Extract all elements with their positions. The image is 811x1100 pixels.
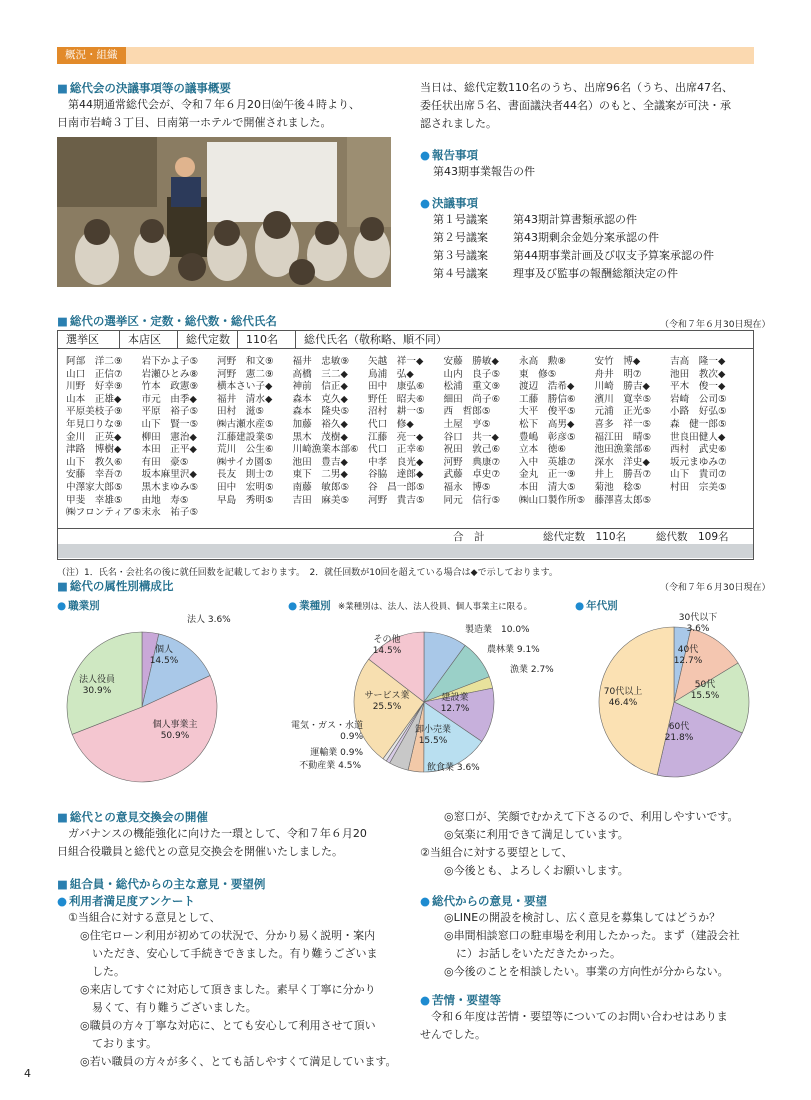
delegate-name: 池田 教次◆: [670, 368, 726, 379]
delegate-name: 代口 修◆: [368, 418, 414, 429]
delegate-name: 矢越 祥一◆: [368, 356, 424, 366]
pie-chart-0: [67, 613, 231, 782]
pie-label: 農林業 9.1%: [487, 645, 540, 655]
pie-chart-2: [599, 612, 749, 777]
delegate-name: 川崎漁業本部⑥: [292, 444, 359, 454]
pie-label: 卸小売業 15.5%: [414, 725, 452, 746]
delegate-name: 黒木 茂樹◆: [292, 431, 348, 442]
delegate-name: [293, 504, 369, 517]
delegate-name: 小路 好弘⑤: [670, 406, 727, 416]
delegate-name: 平原 裕子⑤: [141, 406, 199, 416]
delegates-table: [57, 330, 754, 560]
delegate-name: 早島 秀明⑤: [217, 494, 274, 505]
delegate-name: [368, 504, 444, 517]
page-number: 4: [24, 1067, 31, 1080]
delegate-name: 平原美枝子⑨: [66, 406, 123, 416]
motion-list: 第１号議案 第43期計算書類承認の件 第２号議案 第43期剰余金処分案承認の件 第３号議案 第44期事業計画及び収支予算案承認の件 第４号議案 理事及び監事の報酬総額決定の件: [433, 213, 714, 280]
complaint-heading: ● 苦情・要望等: [420, 993, 502, 1007]
pie-label: 電気・ガス・水道 0.9%: [290, 721, 363, 742]
delegate-name: 河野 憲二⑨: [217, 368, 274, 379]
pie-label: 製造業 10.0%: [465, 625, 530, 635]
pie-label: 漁業 2.7%: [510, 665, 554, 675]
chart-title-occupation: ● 職業別: [57, 600, 100, 612]
opinion-list: ◎LINEの開設を検討し、広く意見を募集してはどうか？ ◎串間相談窓口の駐車場を利用したかった。まず（建設会社 に）お話しをいただきたかった。 ◎今後のことを相談したい。事業の方向性が分からない。: [444, 911, 740, 978]
meeting-photo: [57, 137, 391, 287]
total-label: 合 計: [453, 531, 485, 543]
total-count: 総代数 109名: [656, 531, 729, 543]
delegate-name: 喜多 祥一⑤: [594, 418, 652, 429]
delegate-name: 福江田 晴⑤: [594, 431, 652, 442]
delegate-name: 甲斐 幸雄⑤: [66, 494, 123, 505]
delegate-name: 工藤 勝信⑥: [519, 393, 576, 404]
header-quota-value: 110名: [238, 331, 296, 348]
pie-label: 50代 15.5%: [690, 680, 720, 701]
delegate-name: 黒木まゆみ⑤: [141, 481, 199, 492]
delegate-name: 由地 寿⑤: [141, 494, 189, 505]
delegate-name: 柳田 憲治◆: [141, 431, 197, 442]
delegate-name: 池田 豊吉◆: [292, 456, 348, 467]
delegate-name: 大平 俊平⑤: [519, 406, 576, 416]
total-quota: 総代定数 110名: [543, 531, 627, 543]
delegate-name: 深水 洋史◆: [594, 456, 650, 467]
delegate-name: 金丸 正一⑨: [519, 469, 576, 479]
delegate-name: [519, 504, 595, 517]
delegate-name: 年見口りな⑨: [66, 418, 123, 429]
pie-label: 建設業 12.7%: [440, 693, 470, 714]
delegate-name: 河野 典康⑦: [443, 456, 501, 467]
pie-label: 不動産業 4.5%: [299, 761, 361, 771]
delegate-name: 吉高 隆一◆: [670, 356, 726, 366]
survey-continued: ◎窓口が、笑顔でむかえて下さるので、利用しやすいです。 ◎気楽に利用できて満足しています。 ②当組合に対する要望として、 ◎今後とも、よろしくお願いします。: [420, 810, 739, 877]
delegate-name: 江藤 亮一◆: [368, 431, 424, 442]
delegate-name: 阿部 洋二⑨: [66, 356, 123, 366]
delegate-name: 神前 信正◆: [292, 381, 348, 391]
delegate-name: 松浦 重文⑨: [443, 381, 501, 391]
delegate-name: 立本 徳⑥: [519, 444, 566, 454]
delegate-name: 森 健一郎⑤: [670, 418, 727, 429]
delegate-name: 江藤建設業⑤: [217, 431, 274, 442]
pie-label: サービス業 25.5%: [364, 691, 410, 712]
delegate-name: 舟井 明⑦: [594, 368, 642, 379]
delegate-name: 東下 二男◆: [292, 469, 348, 479]
delegate-name: 安藤 幸吾⑦: [66, 469, 123, 479]
delegate-name: 河野 和文⑨: [217, 356, 274, 366]
delegate-name: 津路 博樹◆: [66, 444, 122, 454]
survey-items: ◎住宅ローン利用が初めての状況で、分かり易く説明・案内 いただき、安心して手続きできました。有り難うございま した。 ◎来店してすぐに対応して頂きました。素早く丁寧に分かり 易くて、有り難うございました。 ◎職員の方々丁寧な対応に、とても安心して利用させて頂い ております。 ◎若い職員の方々が多く、とても話しやすくて満足しています。: [80, 929, 397, 1068]
pie-label: 運輸業 0.9%: [310, 748, 363, 758]
delegate-name: 川崎 勝吉◆: [594, 381, 650, 391]
survey-q1: ①当組合に対する意見として、: [68, 911, 221, 924]
composition-charts: [57, 612, 754, 802]
section-title-opinions: ■ 組合員・総代からの主な意見・要望例: [57, 877, 266, 891]
delegate-name: 横本さい子◆: [217, 381, 273, 391]
delegate-name: 松下 高男◆: [519, 418, 575, 429]
delegate-name: 長友 則士⑦: [217, 469, 274, 479]
delegate-name: 渡辺 浩希◆: [519, 381, 575, 391]
delegate-name: ㈱サイカ園⑤: [217, 456, 273, 467]
delegate-name: 谷脇 達郎◆: [368, 469, 424, 479]
delegate-name: 永高 勲⑧: [519, 356, 566, 366]
delegate-name: 野任 昭夫⑥: [368, 393, 425, 404]
delegates-table-header: [58, 331, 753, 349]
delegate-name: 池田漁業部⑥: [594, 444, 652, 454]
delegates-footnote: （注）1．氏名・会社名の後に就任回数を記載しております。 2．就任回数が10回を超えている場合は◆で示しております。: [57, 568, 558, 578]
delegate-name: 入中 英雄⑦: [519, 456, 576, 467]
chart-title-industry: ● 業種別: [288, 600, 331, 612]
delegate-name: 南藤 敏郎⑤: [292, 481, 350, 492]
delegate-name: 福井 清水◆: [217, 393, 273, 404]
delegate-name: 東 修⑤: [519, 368, 557, 379]
section-header-bar: [57, 47, 754, 64]
industry-note: ※業種別は、法人、法人役員、個人事業主に限る。: [338, 602, 533, 612]
delegate-name: 福永 博⑤: [443, 481, 491, 492]
delegate-name: 祝田 敦己⑥: [443, 444, 501, 454]
header-branch: 本店区: [120, 331, 178, 348]
meeting-summary: 第44期通常総代会が、令和７年６月20日㈮午後４時より、 日南市岩崎３丁目、日南第一ホテルで開催されました。: [57, 98, 360, 129]
delegate-name: 中孝 良光◆: [368, 456, 424, 467]
header-district: 選挙区: [58, 331, 120, 348]
delegate-name: 高橋 三二◆: [292, 368, 348, 379]
delegate-name: 安竹 博◆: [594, 356, 641, 366]
pie-label: 法人 3.6%: [187, 615, 231, 625]
delegate-name: 代口 正幸⑥: [368, 444, 425, 454]
section-title-composition: ■ 総代の属性別構成比: [57, 579, 174, 593]
delegate-name: 濱川 寛幸⑤: [594, 393, 652, 404]
header-names: 総代氏名（敬称略、順不同）: [304, 333, 447, 346]
delegate-name: 川野 好幸⑨: [66, 381, 123, 391]
delegate-name: [444, 504, 520, 517]
delegate-name: 森本 克久◆: [292, 393, 348, 404]
delegate-name: 山下 貴司⑦: [670, 469, 727, 479]
delegate-name: 吉田 麻美⑤: [292, 494, 350, 505]
delegate-name: 田中 宏明⑤: [217, 481, 274, 492]
delegate-name: ㈱古瀬水産⑤: [217, 418, 274, 429]
delegates-asof: （令和７年６月30日現在）: [660, 320, 771, 330]
survey-heading: ● 利用者満足度アンケート: [57, 894, 195, 908]
delegate-name: 沼村 耕一⑤: [368, 406, 425, 416]
delegate-name: 本田 清大⑤: [519, 481, 576, 492]
section-tag: 概況・組織: [57, 47, 126, 64]
delegate-name: 藤澤喜太郎⑤: [594, 494, 652, 505]
delegate-name: 山内 良子⑤: [443, 368, 501, 379]
pie-label: 個人事業主 50.9%: [152, 720, 198, 741]
pie-label: 70代以上 46.4%: [603, 687, 643, 708]
delegate-name: 土屋 亨⑤: [443, 418, 491, 429]
header-quota: 総代定数: [178, 331, 238, 348]
delegate-name: 福井 忠敏⑨: [292, 356, 350, 366]
delegate-name: [670, 504, 746, 517]
delegate-name: 元浦 正光⑤: [594, 406, 652, 416]
composition-asof: （令和７年６月30日現在）: [660, 583, 771, 593]
delegate-name: 山本 正雄◆: [66, 393, 122, 404]
delegate-name: 谷 昌一郎⑤: [368, 481, 425, 492]
section-title-exchange: ■ 総代との意見交換会の開催: [57, 810, 208, 824]
delegate-name: 山下 賢一⑤: [141, 418, 199, 429]
pie-chart-1: [291, 623, 554, 773]
delegate-name: 豊嶋 彰彦⑤: [519, 431, 576, 442]
delegate-name: 末永 祐子⑤: [141, 507, 199, 517]
delegate-name: ㈱山口製作所⑤: [519, 494, 586, 505]
survey-body: [68, 909, 398, 1071]
pie-label: 30代以下 3.6%: [678, 613, 718, 634]
delegates-total: [58, 528, 753, 559]
delegate-name: [217, 504, 293, 517]
delegate-name-grid: [66, 353, 746, 517]
delegate-name: 金川 正英◆: [66, 431, 122, 442]
delegate-name: 坂本麻里沢◆: [141, 469, 197, 479]
delegate-name: 加藤 裕久◆: [292, 418, 348, 429]
delegate-name: [670, 492, 746, 505]
delegate-name: 井上 勝吾⑦: [594, 469, 652, 479]
delegate-name: 岩瀬ひとみ⑧: [141, 368, 199, 379]
delegate-name: 西 哲郎⑤: [443, 406, 491, 416]
delegate-name: 森本 隆央⑤: [292, 406, 350, 416]
meeting-attendance: 当日は、総代定数110名のうち、出席96名（うち、出席47名、 委任状出席５名、書面議決者44名）のもと、全議案が可決・承 認されました。: [420, 81, 733, 130]
delegate-name: 岩下かよ子⑤: [141, 356, 199, 366]
delegate-name: 田村 滋⑤: [217, 406, 264, 416]
opinion-heading: ● 総代からの意見・要望: [420, 894, 548, 908]
delegate-name: 村田 宗美⑤: [670, 481, 727, 492]
delegate-name: ㈱フロンティア⑤: [66, 507, 141, 517]
pie-label: その他 14.5%: [372, 635, 402, 656]
pie-label: 個人 14.5%: [149, 645, 179, 666]
delegate-name: 中澤家大郎⑤: [66, 481, 123, 492]
section-title-delegates: ■ 総代の選挙区・定数・総代数・総代氏名: [57, 314, 277, 328]
delegate-name: 平木 俊一◆: [670, 381, 726, 391]
delegate-name: 細田 尚子⑥: [443, 393, 501, 404]
delegate-name: 同元 信行⑤: [443, 494, 501, 505]
delegate-name: 武藤 卓史⑦: [443, 469, 501, 479]
delegate-name: 岩崎 公司⑤: [670, 393, 727, 404]
delegate-name: 市元 由季◆: [141, 393, 197, 404]
section-title-meeting: ■ 総代会の決議事項等の議事概要: [57, 81, 231, 95]
delegate-name: 谷口 共一◆: [443, 431, 499, 442]
exchange-body: ガバナンスの機能強化に向けた一環として、令和７年６月20 日組合役職員と総代との意見交換会を開催いたしました。: [57, 827, 367, 858]
pie-label: 法人役員 30.9%: [78, 675, 116, 696]
delegate-name: 田中 康弘⑥: [368, 381, 425, 391]
delegate-name: 山口 正信⑦: [66, 368, 123, 379]
delegate-name: 有田 豪⑤: [141, 456, 189, 467]
pie-label: 40代 12.7%: [673, 645, 703, 666]
delegate-name: 鳥浦 弘◆: [368, 368, 414, 379]
pie-label: 60代 21.8%: [664, 722, 694, 743]
pie-label: 飲食業 3.6%: [427, 763, 480, 773]
delegate-name: 山下 教久⑥: [66, 456, 123, 467]
delegate-name: 竹本 政憲⑨: [141, 381, 199, 391]
delegate-name: 荒川 公生⑥: [217, 444, 274, 454]
delegate-name: 西村 武史⑥: [670, 444, 727, 454]
delegate-name: 世良田健人◆: [670, 431, 726, 442]
delegate-name: 安藤 勝敏◆: [443, 356, 499, 366]
chart-title-age: ● 年代別: [575, 600, 618, 612]
delegate-name: 坂元まゆみ⑦: [670, 456, 727, 467]
report-item: 第43期事業報告の件: [433, 165, 535, 178]
resolution-heading: ● 決議事項: [420, 196, 479, 210]
report-heading: ● 報告事項: [420, 148, 479, 162]
delegate-name: 本田 正平◆: [141, 444, 197, 454]
delegate-name: 菊池 稔⑤: [594, 481, 642, 492]
delegate-name: 河野 貴吉⑤: [368, 494, 425, 505]
delegate-name: [595, 504, 671, 517]
complaint-body: 令和６年度は苦情・要望等についてのお問い合わせはありま せんでした。: [420, 1010, 728, 1041]
